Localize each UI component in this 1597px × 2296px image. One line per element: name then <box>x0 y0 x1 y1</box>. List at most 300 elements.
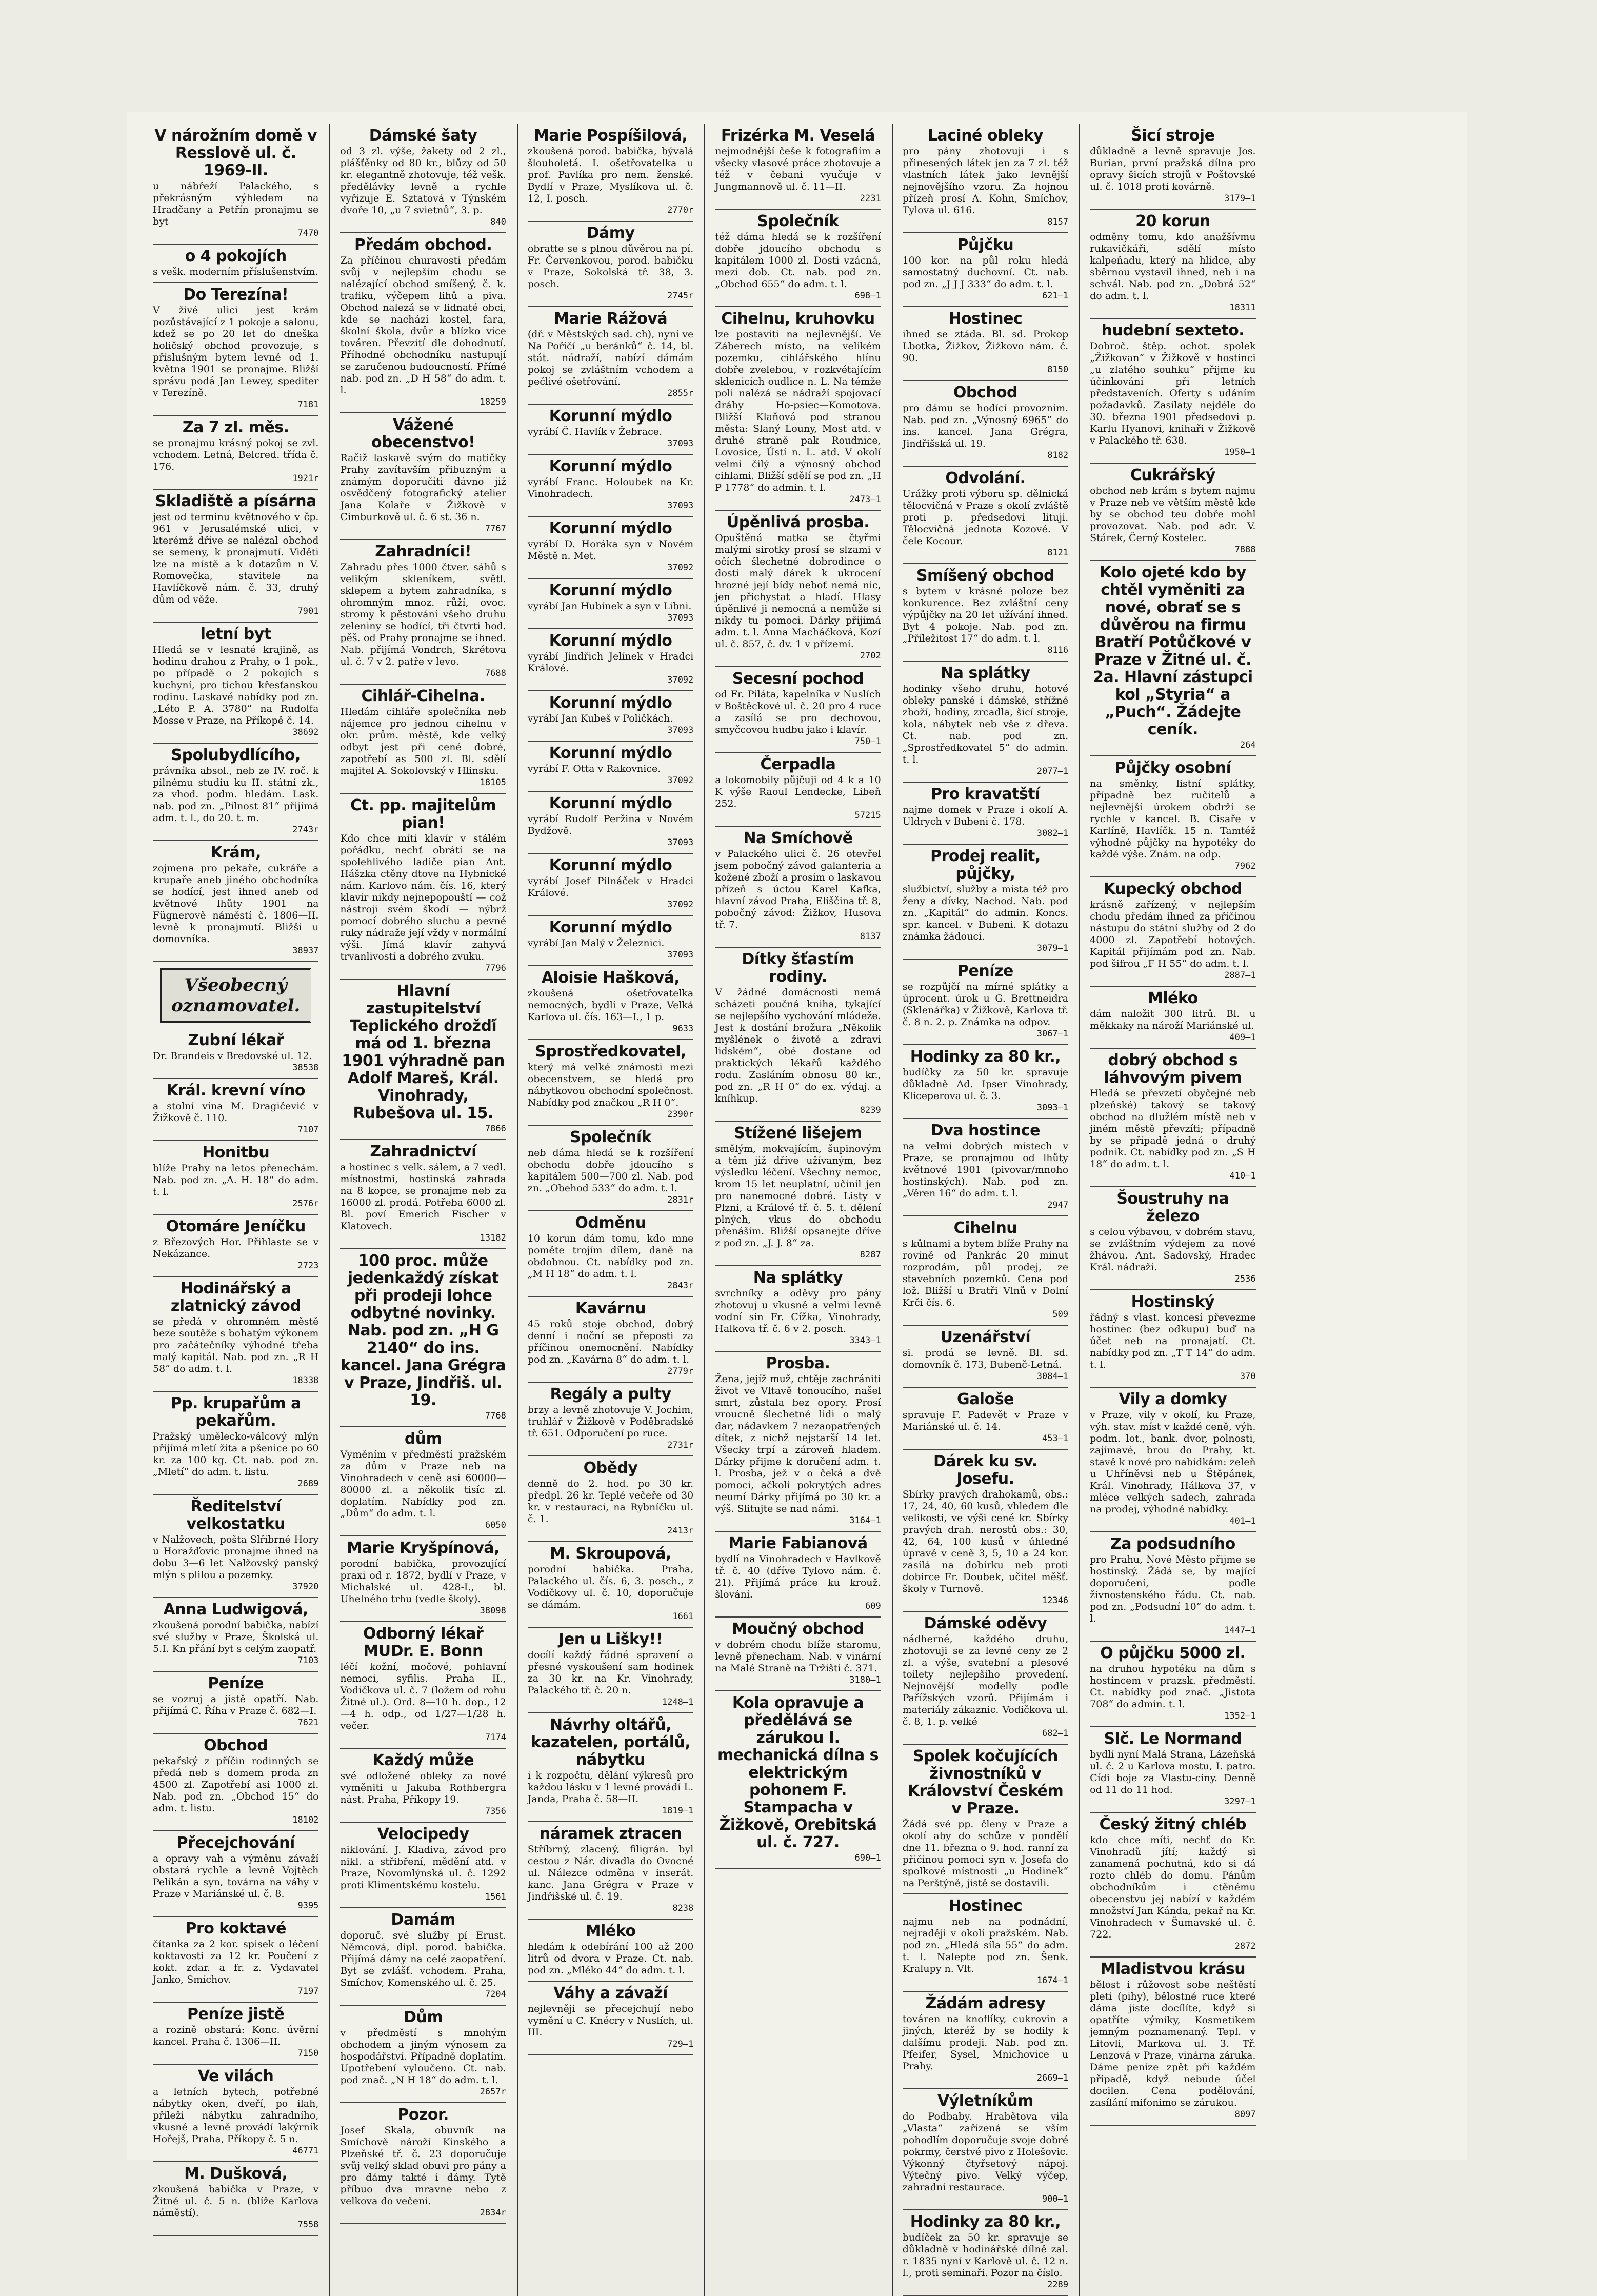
classified-ad <box>1090 1049 1255 1187</box>
ad-number: 7356 <box>485 1806 506 1816</box>
ad-text: se pronajmu krásný pokoj se zvl. vchodem. Letná, Belcred. třída č. 176. <box>153 437 319 472</box>
classified-ad <box>903 124 1068 233</box>
ad-number: 509 <box>1052 1309 1069 1320</box>
ad-text: Žena, jejíž muž, chtěje zachrániti život ve Vltavě tonoucího, našel smrt, zůstala bez opory. Prosí vroucně šlechetné lidi o malý dar, nádavkem 7 nezaopatřených dítek, z nichž nejstarší 14 let. Všecky trpí a zároveň hladem. Dárky přijme k doručení adm. t. l. Prosba, jež v o čeká a dvě pomoci, ačkoli pokrytých adres neumí Dárky přijímá po 30 kr. a výš. Slitujte se nad námi. <box>715 1373 881 1514</box>
classified-ad <box>1090 1187 1255 1290</box>
ad-text: od Fr. Piláta, kapelníka v Nuslích v Boštěckové ul. č. 20 pro 4 ruce a zasílá se pro dechovou, smyčcovou hudbu jako i klavír. <box>715 689 881 735</box>
column-6 <box>1085 124 1261 2296</box>
ad-title: Odvolání. <box>945 469 1026 487</box>
ad-text: lze postaviti na nejlevnější. Ve Záberech místo, na velikém pozemku, cihlářského hlínu dobře zvelebou, v rozkvétajícím sklenicích oudlice n. L. Na témže poli nalézá se nádraží spojovací dráhy Ho-psiec—Komotova. Bližší Klaňová pod stranou města: Slaný Louny, Most atd. v druhé straně pak Roudnice, Lovosice, Ústí n. L. atd. V okolí velmi čilý a výnosný obchod cihlami. Bližší sdělí se pod zn. „H P 1778“ do admin. t. l. <box>715 329 881 493</box>
ad-text: vyrábí Josef Pilnáček v Hradci Králové. <box>527 875 694 899</box>
ad-title: Za 7 zl. měs. <box>182 418 289 436</box>
ad-number: 7103 <box>297 1655 319 1666</box>
ad-number: 750—1 <box>854 736 881 747</box>
ad-title: Cukrářský <box>1130 466 1215 484</box>
ad-text: na velmi dobrých místech v Praze, se pronajmou od lhůty květnové 1901 (pivovar/mnoho hostinských). Nab. pod zn. „Věren 16“ do adm. t. l. <box>902 1141 1069 1199</box>
ad-number: 2843r <box>667 1281 694 1291</box>
ad-number: 2872 <box>1234 1941 1256 1951</box>
classified-ad <box>715 948 881 1122</box>
ad-title: Společník <box>757 212 839 230</box>
ad-title: Korunní mýdlo <box>549 744 672 762</box>
column-5 <box>897 124 1073 2296</box>
ad-title: Dárek ku sv. Josefu. <box>933 1452 1037 1488</box>
ad-title: Cihelnu <box>953 1219 1017 1237</box>
ad-text: vyrábí Franc. Holoubek na Kr. Vinohradech. <box>527 476 694 500</box>
ad-text: nejmodnější češe k fotografiím a všecky vlasové práce zhotovuje a též v čebani vyučuje v Jungmannově ul. č. 11—II. <box>715 146 881 192</box>
ad-text: 45 roků stoje obchod, dobrý denní i noční se přeposti za příčinou onemocnění. Nabídky pod zn. „Kavárna 8“ do adm. t. l. <box>527 1319 694 1365</box>
ad-title: Předám obchod. <box>354 236 492 254</box>
ad-text: brzy a levně zhotovuje V. Jochim, truhlář v Žižkově v Poděbradské tř. 651. Odporučení po ruce. <box>527 1404 694 1439</box>
classified-ad <box>715 753 881 827</box>
classified-ad <box>528 222 693 307</box>
ad-text: Za příčinou churavosti předám svůj v nejlepším chodu se nalézající obchod smíšený, č. k. trafiku, výčepem lihů a piva. Obchod nalezá se v lidnaté obci, kde se nachází kostel, fara, školní škola, dvůr a blízko více továren. Převzití dle dohodnutí. Příhodné obchodníku nastupují se zaručenou budoucností. Přímé nab. pod zn. „D H 58“ do adm. t. l. <box>340 255 506 396</box>
ad-number: 1950—1 <box>1224 447 1256 457</box>
ad-title: Spolek kočujících živnostníků v Království Českém v Praze. <box>907 1747 1064 1818</box>
ad-number: 7768 <box>485 1411 506 1421</box>
ad-number: 7962 <box>1234 861 1256 871</box>
ad-number: 2779r <box>667 1366 694 1376</box>
ad-text: Zahradu přes 1000 čtver. sáhů s velikým skleníkem, světl. sklepem a bytem zahradníka, s ohromným mnoz. růží, ovoc. stromy k pěstování všeho druhu zeleniny se hodící, tři čtvrti hod. pěš. od Prahy pronajme se ihned. Nab. přijímá Vondrch, Skrétova ul. č. 7 v 2. patře v levo. <box>340 562 506 667</box>
classified-ad <box>1090 987 1255 1049</box>
ad-number: 2669—1 <box>1036 2073 1069 2083</box>
ad-number: 7107 <box>297 1125 319 1135</box>
ad-number: 3297—1 <box>1224 1796 1256 1807</box>
classified-ad <box>340 1823 506 1908</box>
ad-text: své odložené obleky za nové vyměniti u Jakuba Rothbergra nást. Praha, Příkopy 19. <box>340 1770 506 1805</box>
ad-text: v předměstí s mnohým obchodem a jiným výnosem za hospodářství. Případně doplatím. Upotřebení vyloučeno. Ct. nab. pod znač. „N H 18“ do adm. t. l. <box>340 2027 506 2086</box>
classified-ad <box>903 307 1068 381</box>
classified-ad <box>153 2065 318 2162</box>
ad-text: na druhou hypotéku na dům s hostincem v prazsk. předměstí. Ct. nabídky pod znač. „Jistota 708“ do admin. t. l. <box>1090 1663 1256 1710</box>
classified-ad <box>340 2103 506 2224</box>
ad-title: 100 proc. může jedenkaždý získat při prodeji lohce odbytné novinky. Nab. pod zn. „H G 2140“ do ins. kancel. Jana Grégra v Praze, Jindřiš. ul. 19. <box>341 1252 506 1409</box>
ad-title: Damám <box>391 1911 455 1929</box>
ad-title: Pozor. <box>397 2106 449 2124</box>
ad-number: 698—1 <box>854 291 881 301</box>
ad-number: 690—1 <box>854 1853 881 1863</box>
ad-number: 2289 <box>1047 2280 1069 2290</box>
classified-ad <box>153 490 318 623</box>
ad-title: Dům <box>404 2008 443 2026</box>
classified-ad <box>715 1618 881 1691</box>
classified-ad <box>903 564 1068 662</box>
ad-text: též dáma hledá se k rozšíření dobře jdoucího obchodu s kapitálem 1000 zl. Dosti vzácná, mezi dob. Ct. nab. pod zn. „Obchod 655“ do adm. t. l. <box>715 231 881 290</box>
classified-ad <box>528 966 693 1040</box>
ad-text: obchod neb krám s bytem najmu v Praze neb ve větším městě kde by se obchod teu dobře mohl provozovat. Nab. pod adr. V. Stárek, Černý Kostelec. <box>1090 485 1256 544</box>
ad-number: 2413r <box>667 1526 694 1536</box>
classified-ad <box>340 540 506 685</box>
ad-number: 37092 <box>667 675 694 685</box>
column-2 <box>335 124 511 2296</box>
classified-ad <box>153 1392 318 1495</box>
ad-text: řádný s vlast. koncesí převezme hostinec (bez odkupu) buď na účet neb na pronajatí. Ct. nabídky pod zn. „T T 14“ do adm. t. l. <box>1090 1312 1256 1370</box>
ad-title: Frizérka M. Veselá <box>721 127 875 145</box>
ad-text: léčí kožní, močové, pohlavní nemoci, syfilis. Praha II., Vodičkova ul. č. 7 (ložem od rohu Žitné ul.). Ord. 8—10 h. dop., 12—4 h. odp., od 1/27—1/28 h. večer. <box>340 1661 506 1731</box>
ad-text: nádherné, každého druhu, zhotovuji se za levné ceny ze 2 zl. a výše, svatební a plesové toilety nejlepšího provedení. Nejnovější modelly podle Pařížských vzorů. Přijímám i materiály zákaznic. Vodičkova ul. č. 8, 1. p. velké <box>902 1633 1069 1727</box>
classified-ad <box>528 1297 693 1383</box>
ad-number: 37092 <box>667 775 694 786</box>
ad-text: vyrábí D. Horáka syn v Novém Městě n. Met. <box>527 538 694 562</box>
ad-number: 609 <box>865 1601 881 1611</box>
ad-text: v Nalžovech, pošta Slřibrné Hory u Horažďovic pronajme ihned na dobu 3—6 let Nalžovský panský mlýn s plilou a pozemky. <box>153 1534 319 1581</box>
ad-title: Hostinec <box>948 1897 1023 1915</box>
ad-number: 3067—1 <box>1036 1029 1069 1039</box>
ad-text: vyrábí Rudolf Peržina v Novém Bydžově. <box>527 813 694 836</box>
ad-number: 38937 <box>292 946 319 956</box>
classified-ad <box>1090 1290 1255 1388</box>
ad-text: a lokomobily půjčuji od 4 k a 10 K výše Raoul Lendecke, Libeň 252. <box>715 774 881 809</box>
ad-title: Kola opravuje a předělává se zárukou I. mechanická dílna s elektrickým pohonem F. Stampacha v Žižkově, Orebitská ul. č. 727. <box>717 1694 879 1851</box>
classified-ad <box>528 1920 693 1982</box>
ad-text: se rozpůjčí na mírné splátky a úprocent. úrok u G. Brettneidra (Sklenářka) v Žižkově, Karlova tř. č. 8 n. 2. p. Známka na odpov. <box>902 981 1069 1028</box>
ad-title: Půjčku <box>957 236 1014 254</box>
ad-number: 3179—1 <box>1224 193 1256 204</box>
ad-number: 1447—1 <box>1224 1625 1256 1635</box>
ad-number: 2831r <box>667 1195 694 1205</box>
ad-title: Zahradnictví <box>370 1143 476 1161</box>
ad-text: spravuje F. Padevět v Praze v Mariánské ul. č. 14. <box>902 1409 1069 1432</box>
ad-title: Za podsudního <box>1110 1535 1235 1553</box>
ad-title: Obchod <box>953 384 1018 402</box>
ad-text: a stolní vína M. Dragičević v Žižkově č. 110. <box>153 1101 319 1124</box>
classified-ad <box>715 210 881 307</box>
classified-ad <box>340 1536 506 1622</box>
ad-text: a opravy vah a výměnu závaží obstará rychle a levně Vojtěch Pelikán a syn, továrna na váhy v Praze v Mariánské ul. č. 8. <box>153 1853 319 1900</box>
classified-ad <box>528 405 693 455</box>
classified-ad <box>715 511 881 667</box>
classified-ad <box>715 124 881 210</box>
ad-title: Dítky šťastím rodiny. <box>742 950 854 986</box>
ad-title: Žádám adresy <box>925 1994 1046 2012</box>
ad-title: Dámy <box>586 224 635 242</box>
classified-ad <box>715 1532 881 1618</box>
classified-ad <box>1090 877 1255 987</box>
ad-text: 100 kor. na půl roku hledá samostatný duchovní. Ct. nab. pod zn. „J J J 333“ do adm. t. l. <box>902 255 1069 290</box>
ad-title: Hlavní zastupitelství Teplického drožďí má od 1. března 1901 výhradně pan Adolf Mareš, Král. Vinohrady, Rubešova ul. 15. <box>342 982 505 1122</box>
ad-number: 1661 <box>672 1611 694 1622</box>
ad-number: 13182 <box>480 1233 506 1243</box>
ad-text: Dr. Brandeis v Bredovské ul. 12. <box>153 1050 312 1062</box>
classified-ad <box>153 1277 318 1392</box>
ad-title: Na splátky <box>753 1269 843 1287</box>
ad-text: u nábřeží Palackého, s překrásným výhledem na Hradčany a Petřín pronajmu se byt <box>153 181 319 227</box>
ad-number: 2723 <box>297 1261 319 1271</box>
ad-text: se předá v ohromném městě beze soutěže s bohatým výkonem pro začátečníky výhodné třeba malý kapitál. Nab. pod zn. „R H 58“ do adm. t. l. <box>153 1316 319 1374</box>
ad-number: 7181 <box>297 400 319 410</box>
ad-number: 18311 <box>1229 303 1256 313</box>
ad-title: Stížené lišejem <box>734 1124 862 1142</box>
ad-text: porodní babička, provozující praxi od r. 1872, bydlí v Praze, v Michalské ul. 428-I., bl. Uhelného trhu (vedle školy). <box>340 1558 506 1605</box>
ad-text: čítanka za 2 kor. spisek o léčení koktavosti za 12 kr. Poučení z kokt. zdar. a fr. z. Vydavatel Janko, Smíchov. <box>153 1939 319 1985</box>
ad-title: Hodinky za 80 kr., <box>910 1048 1061 1066</box>
classified-ad <box>903 1388 1068 1450</box>
ad-title: Obědy <box>583 1459 638 1477</box>
ad-text: se vozruj a jistě opatří. Nab. přijímá C. Říha v Praze č. 682—I. <box>153 1693 319 1716</box>
classified-ad <box>528 629 693 691</box>
ad-title: Korunní mýdlo <box>549 632 672 650</box>
ad-text: vyrábí Jindřich Jelínek v Hradci Králové. <box>527 651 694 674</box>
ad-text: niklování. J. Kladiva, závod pro nikl. a střibření, mědění atd. v Praze, Novomlýnská ul. č. 1292 proti Klimentskému kostelu. <box>340 1844 506 1891</box>
ad-number: 8157 <box>1047 217 1069 227</box>
classified-ad <box>340 1749 506 1823</box>
ad-number: 7150 <box>297 2048 319 2059</box>
classified-ad <box>1090 124 1255 210</box>
ad-text: v Praze, vily v okolí, ku Praze, výh. stav. míst v každé ceně, výh. podm. lot., bank. dvor, polnosti, zajímavé, brou do Prahy, kt. stavě k nové pro nabídkám: zeleň u Uhříněvsi neb u Štěpánek, Král. Vinohrady, Hálkova 37, v mléce velkých sadech, zahrada na prodej, výhodné nabídky. <box>1090 1409 1256 1515</box>
classified-ad <box>715 1122 881 1266</box>
ad-title: Na splátky <box>941 664 1030 682</box>
ad-text: bělost i růžovost sobe neštěstí pleti (pihy), bělostné ruce které dáma jiste docílíte, když si opatříte výmiky, Kosmetikem jemným poznamenaný. Tepl. v Litovli, Markova ul. 3. Tř. Lenzová v Praze, vinárna záruka. Dáme peníze zpět při každém připadě, když nebude účel docilen. Cena podělování, zasílání miťonimo se zárukou. <box>1090 1979 1256 2108</box>
ad-title: Dva hostince <box>930 1122 1040 1140</box>
ad-text: kdo chce míti, nechť do Kr. Vinohradů jítí; každý si zanamená pochutná, kdo si dá rozto chléb do domu. Pánům obchodníkům i ctěnému obecenstvu jej nabízí v každém množství Jan Kánda, pekař na Kr. Vinohradech v Šumavské ul. č. 722. <box>1090 1834 1256 1940</box>
ad-title: Společník <box>569 1128 652 1146</box>
ad-number: 840 <box>490 217 506 227</box>
ad-title: Vážené obecenstvo! <box>371 416 475 451</box>
classified-ad <box>715 1691 881 1869</box>
ad-title: Kavárnu <box>575 1300 646 1317</box>
ad-number: 3164—1 <box>849 1515 881 1526</box>
classified-ad <box>903 662 1068 783</box>
classified-ad <box>903 1894 1068 1992</box>
classified-ad <box>528 1542 693 1628</box>
ad-number: 3093—1 <box>1036 1103 1069 1113</box>
classified-ad <box>528 1628 693 1713</box>
ad-text: bydlí nyní Malá Strana, Lázeňská ul. č. 2 u Karlova mostu, I. patro. Cídi boje za Vlastu-ciny. Denně od 11 do 11 hod. <box>1090 1749 1256 1795</box>
classified-ad <box>153 1734 318 1831</box>
ad-number: 7866 <box>485 1124 506 1134</box>
classified-ad <box>903 1992 1068 2089</box>
ad-number: 38692 <box>292 727 319 737</box>
ad-number: 2657r <box>480 2087 506 2097</box>
ad-title: Hodinky za 80 kr., <box>910 2213 1061 2231</box>
ad-text: pro dámu se hodící provozním. Nab. pod zn. „Výnosný 6965“ do ins. kancel. Jana Grégra, Jindřišská ul. 19. <box>902 403 1069 449</box>
ad-number: 2689 <box>297 1479 319 1489</box>
classified-ad <box>528 916 693 966</box>
ad-text: vyrábí F. Otta v Rakovnice. <box>527 763 661 774</box>
ad-text: (dř. v Městských sad. ch), nyní ve Na Poříčí „u beránků“ č. 14, bl. stát. nádraží, nabízí dámám pokoj se zvláštním vchodem a pečlivé ošetřování. <box>527 329 694 387</box>
classified-ad <box>903 2089 1068 2210</box>
ad-title: Pro kravatští <box>930 785 1040 803</box>
ad-text: budíček za 50 kr. spravuje se důkladně v hodinářské dílně zal. r. 1835 nyní v Karlově ul. č. 12 n. l., proti seminaři. Pozor na číslo. <box>902 2232 1069 2279</box>
ad-title: Návrhy oltářů, kazatelen, portálů, nábytku <box>530 1716 691 1769</box>
ad-number: 8238 <box>672 1903 694 1913</box>
ad-title: Skladiště a písárna <box>155 492 316 510</box>
ad-number: 410—1 <box>1229 1171 1256 1181</box>
ad-title: Anna Ludwigová, <box>163 1601 308 1619</box>
classified-ad <box>340 794 506 980</box>
ad-text: V živé ulici jest krám pozůstávající z 1 pokoje a salonu, kdež se po 20 let do dneška holičský obchod provozuje, s příslušným bytem levně od 1. května 1901 se pronajme. Bližší správu podá Jan Lewey, spediter v Terezíně. <box>153 305 319 398</box>
classified-ad <box>153 1672 318 1734</box>
ad-title: Peníze jistě <box>187 2005 285 2023</box>
ad-text: a rozině obstará: Konc. úvěrní kancel. Praha č. 1306—II. <box>153 2024 319 2047</box>
ad-title: Odborný lékař MUDr. E. Bonn <box>363 1625 484 1660</box>
ad-title: Cihlář-Cihelna. <box>361 687 485 705</box>
ad-number: 37920 <box>292 1582 319 1592</box>
classified-ad <box>153 744 318 841</box>
ad-text: z Březových Hor. Přihlaste se v Nekázance. <box>153 1236 319 1260</box>
ad-number: 8097 <box>1234 2109 1256 2120</box>
ad-number: 7204 <box>485 1989 506 2000</box>
ad-number: 7174 <box>485 1732 506 1743</box>
classified-ad <box>153 1079 318 1141</box>
classified-ad <box>903 783 1068 845</box>
ad-title: Korunní mýdlo <box>549 856 672 874</box>
ad-number: 2743r <box>292 825 319 835</box>
classified-ad <box>340 124 506 233</box>
ad-title: O půjčku 5000 zl. <box>1100 1644 1246 1662</box>
ad-number: 453—1 <box>1042 1433 1069 1444</box>
classified-ad <box>1090 1958 1255 2126</box>
ad-title: náramek ztracen <box>539 1825 682 1843</box>
classified-ad <box>528 1982 693 2055</box>
classified-ad <box>340 413 506 540</box>
ad-title: letní byt <box>200 625 271 643</box>
ad-title: Marie Rážová <box>553 310 668 328</box>
classified-ad <box>528 792 693 854</box>
ad-text: s celou výbavou, v dobrém stavu, se zvláštním výdejem za nové žhávou. Ant. Sadovský, Hradec Král. nádraží. <box>1090 1226 1256 1273</box>
ad-text: krásně zařízený, v nejlepším chodu předám ihned za příčinou nástupu do státní služby od 2 do 4000 zl. Zapotřebí hotových. Kapitál přijímám pod zn. Nab. pod šifrou „F H 55“ do adm. t. l. <box>1090 899 1256 969</box>
ad-number: 1674—1 <box>1036 1975 1069 1986</box>
ad-title: Smíšený obchod <box>916 567 1054 585</box>
ad-text: důkladně a levně spravuje Jos. Burian, první pražská dílna pro opravy šicích strojů v Poštovské ul. č. 1018 proti kovárně. <box>1090 146 1256 192</box>
classified-ad <box>340 1140 506 1249</box>
ad-title: Pp. krupařům a pekařům. <box>170 1394 301 1430</box>
ad-text: najme domek v Praze i okolí A. Uldrych v Bubeni č. 178. <box>902 804 1069 827</box>
classified-ad <box>340 1908 506 2006</box>
classified-ad <box>153 841 318 962</box>
ad-title: Zahradníci! <box>375 543 472 561</box>
ad-title: Jen u Lišky!! <box>558 1630 663 1648</box>
classified-ad <box>153 1141 318 1215</box>
ad-title: Korunní mýdlo <box>549 919 672 936</box>
classified-ad <box>340 233 506 413</box>
ad-number: 2702 <box>860 651 881 661</box>
ad-title: Mléko <box>1147 989 1198 1007</box>
ad-text: Josef Skala, obuvník na Smíchově nároží Kinského a Plzeňské tř. č. 23 doporučuje svůj velký sklad obuvi pro pány a pro dámy takté i dámy. Tytě příbuo dva mravne nebo z velkova do večeni. <box>340 2125 506 2207</box>
ad-text: pekařský z příčin rodinných se předá neb s domem proda zn 4500 zl. Zapotřebí asi 1000 zl. Nab. pod zn. „Obchod 15“ do adm. t. listu. <box>153 1755 319 1814</box>
ad-number: 7470 <box>297 228 319 238</box>
classified-ad <box>340 980 506 1140</box>
ad-number: 682—1 <box>1042 1728 1069 1739</box>
ad-text: neb dáma hledá se k rozšíření obchodu dobře jdoucího s kapitálem 500—700 zl. Nab. pod zn. „Obehod 533“ do adm. t. l. <box>527 1147 694 1194</box>
ad-title: Velocipedy <box>377 1825 469 1843</box>
classified-ad <box>153 416 318 490</box>
ad-number: 8137 <box>860 931 881 942</box>
ad-title: Prodej realit, půjčky, <box>930 847 1041 883</box>
ad-title: Hodinářský a zlatnický závod <box>170 1280 301 1315</box>
classified-ad <box>528 1211 693 1297</box>
classified-ad <box>1090 756 1255 877</box>
ad-number: 18105 <box>480 777 506 788</box>
ad-text: bydlí na Vinohradech v Havlkově tř. č. 40 (dříve Tylovo nám. č. 21). Přijímá práce ku krouž. šlování. <box>715 1553 881 1600</box>
classified-ad <box>528 1456 693 1542</box>
classified-ad <box>903 1119 1068 1216</box>
ad-text: i k rozpočtu, dělání výkresů pro každou lásku v 1 levné provádí L. Janda, Praha č. 58—II. <box>527 1770 694 1805</box>
ad-text: s kůlnami a bytem blíže Prahy na rovině od Pankrác 20 minut rozprodám, půl prodej, ze stavebních pozemků. Cena pod lož. Bližší u Bratři Vlnů v Dolní Krči čís. 6. <box>902 1238 1069 1308</box>
ad-text: Kdo chce míti klavír v stálém pořádku, nechť obrátí se na spolehlivého ladiče pian Ant. Hášzka ctěny dtove na Hybnické nám. Karlovo nám. čís. 16, který klavír nikdy nejnepopouští — což nástroji svém škodí — nýbrž pomocí dobrého sluchu a pevné ruky nádraže její vždy v normální výši. Jímá klavír zahyvá trvanlivostí a dobrého zvuku. <box>340 833 506 962</box>
ad-title: hudební sexteto. <box>1101 322 1245 340</box>
classified-ad <box>903 845 1068 960</box>
classified-ad <box>528 1713 693 1822</box>
ad-number: 37092 <box>667 563 694 573</box>
ad-text: pro Prahu, Nové Město přijme se hostinský. Žádá se, by mající doporučení, podle živnostenského řádu. Ct. nab. pod zn. „Podsudní 10“ do adm. t. l. <box>1090 1554 1256 1624</box>
ad-title: Čerpadla <box>760 755 836 773</box>
ad-number: 2231 <box>860 193 881 204</box>
classified-ad <box>528 1383 693 1456</box>
ad-title: Šoustruhy na železo <box>1116 1190 1229 1225</box>
ad-number: 7197 <box>297 1986 319 1996</box>
ad-text: V žádné domácnosti nemá scházeti poučná kniha, tykající se nejlepšího vychování mládeže. Jest k dostání brožura „Několik myšlének o životě a zdravi lidském“, obé dostane od praktických lékařů každého rodu. Zasláním obnosu 80 kr., pod zn. „R H 0“ do ex. výdaj. a kníhkup. <box>715 987 881 1104</box>
classified-ad <box>715 1266 881 1352</box>
classified-ad <box>528 517 693 579</box>
ad-title: Korunní mýdlo <box>549 582 672 600</box>
ad-title: Ve vilách <box>198 2067 274 2085</box>
ad-title: Český žitný chléb <box>1099 1815 1247 1833</box>
classified-ad <box>528 579 693 629</box>
ad-text: do Podbaby. Hrabětova vila „Vlasta“ zařízená se vším pohodlím doporučuje svoje dobré pokrmy, čerstvé pivo z Holešovic. Výkonný čtyřsetový nápoj. Výtečný pivo. Velký výčep, zahradní restaurace. <box>902 2111 1069 2193</box>
ad-number: 57215 <box>854 810 881 821</box>
classified-ad <box>903 2210 1068 2296</box>
ad-title: Do Terezína! <box>183 286 289 304</box>
ad-number: 7621 <box>297 1718 319 1728</box>
section-banner: Všeobecný oznamovatel. <box>160 968 311 1023</box>
ad-title: Krám, <box>210 844 261 862</box>
classified-ad <box>153 1598 318 1672</box>
ad-number: 1561 <box>485 1892 506 1902</box>
ad-text: Hledá se v lesnaté krajině, as hodinu drahou z Prahy, o 1 pok., po případě o 2 pokojích s kuchyní, pro tichou křesťanskou rodinu. Laskavé nabídky pod zn. „Léto P. A. 3780“ na Rudolfa Mosse v Praze, na Příkopě č. 14. <box>153 644 319 726</box>
ad-number: 8182 <box>1047 450 1069 461</box>
ad-text: právníka absol., neb ze IV. roč. k pilnému studiu ku II. státní zk., za vhod. podm. hledám. Lask. nab. pod zn. „Pilnost 81“ přijímá adm. t. l., do 20. t. m. <box>153 765 319 824</box>
ad-text: a hostinec s velk. sálem, a 7 vedl. místnostmi, hostinská zahrada na 8 kopce, se pronajme neb za 16000 zl. prodá. Potřeba 6000 zl. Bl. poví Emerich Fischer v Klatovech. <box>340 1162 506 1232</box>
ad-number: 2887—1 <box>1224 970 1256 981</box>
classified-ad <box>1090 1388 1255 1532</box>
classified-ad <box>1090 1727 1255 1813</box>
classified-ad <box>1090 1642 1255 1727</box>
classified-ad <box>903 467 1068 564</box>
ad-title: Korunní mýdlo <box>549 794 672 812</box>
ad-text: Hledá se převzetí obyčejné neb plzeňské) takový se takový obchod na dlužlém místě neb v jiném městě převzíti; případně by se případě jedná o druhý podnik. Ct. nabídky pod zn. „S H 18“ do adm. t. l. <box>1090 1088 1256 1170</box>
classified-ad <box>528 854 693 916</box>
ad-title: o 4 pokojích <box>185 247 287 265</box>
ad-title: Uzenářství <box>940 1328 1031 1346</box>
ad-number: 12346 <box>1042 1595 1069 1606</box>
ad-number: 8239 <box>860 1105 881 1115</box>
ad-title: Ředitelství velkostatku <box>186 1498 285 1533</box>
ad-number: 1819—1 <box>662 1806 694 1816</box>
ad-title: Mléko <box>585 1922 636 1940</box>
classified-ad <box>1090 319 1255 464</box>
ad-title: Marie Fabianová <box>728 1534 868 1552</box>
classified-ad <box>1090 464 1255 561</box>
ad-title: Korunní mýdlo <box>549 457 672 475</box>
ad-title: Šicí stroje <box>1131 127 1215 145</box>
ad-title: Kupecký obchod <box>1103 880 1242 898</box>
classified-ad <box>715 307 881 511</box>
ad-text: Hledám cihláře společníka neb nájemce pro jednou cihelnu v okr. prům. městě, kde velký odbyt jest při cené dobré, zapotřebí as 500 zl. Bl. sdělí majitel A. Sokolovský v Hlinsku. <box>340 706 506 776</box>
classified-ad <box>1090 210 1255 319</box>
classified-ad <box>153 1215 318 1277</box>
ad-number: 2834r <box>480 2208 506 2218</box>
classified-ad <box>903 1326 1068 1388</box>
classified-ad <box>528 1040 693 1126</box>
ad-number: 7888 <box>1234 545 1256 555</box>
classified-ad <box>528 124 693 222</box>
ad-number: 729—1 <box>667 2039 694 2049</box>
ad-text: s vešk. moderním příslušenstvím. <box>153 266 318 277</box>
ad-title: Dámské šaty <box>369 127 477 145</box>
classified-ad <box>153 1495 318 1598</box>
ad-number: 2536 <box>1234 1274 1256 1284</box>
ad-number: 2077—1 <box>1036 766 1069 776</box>
